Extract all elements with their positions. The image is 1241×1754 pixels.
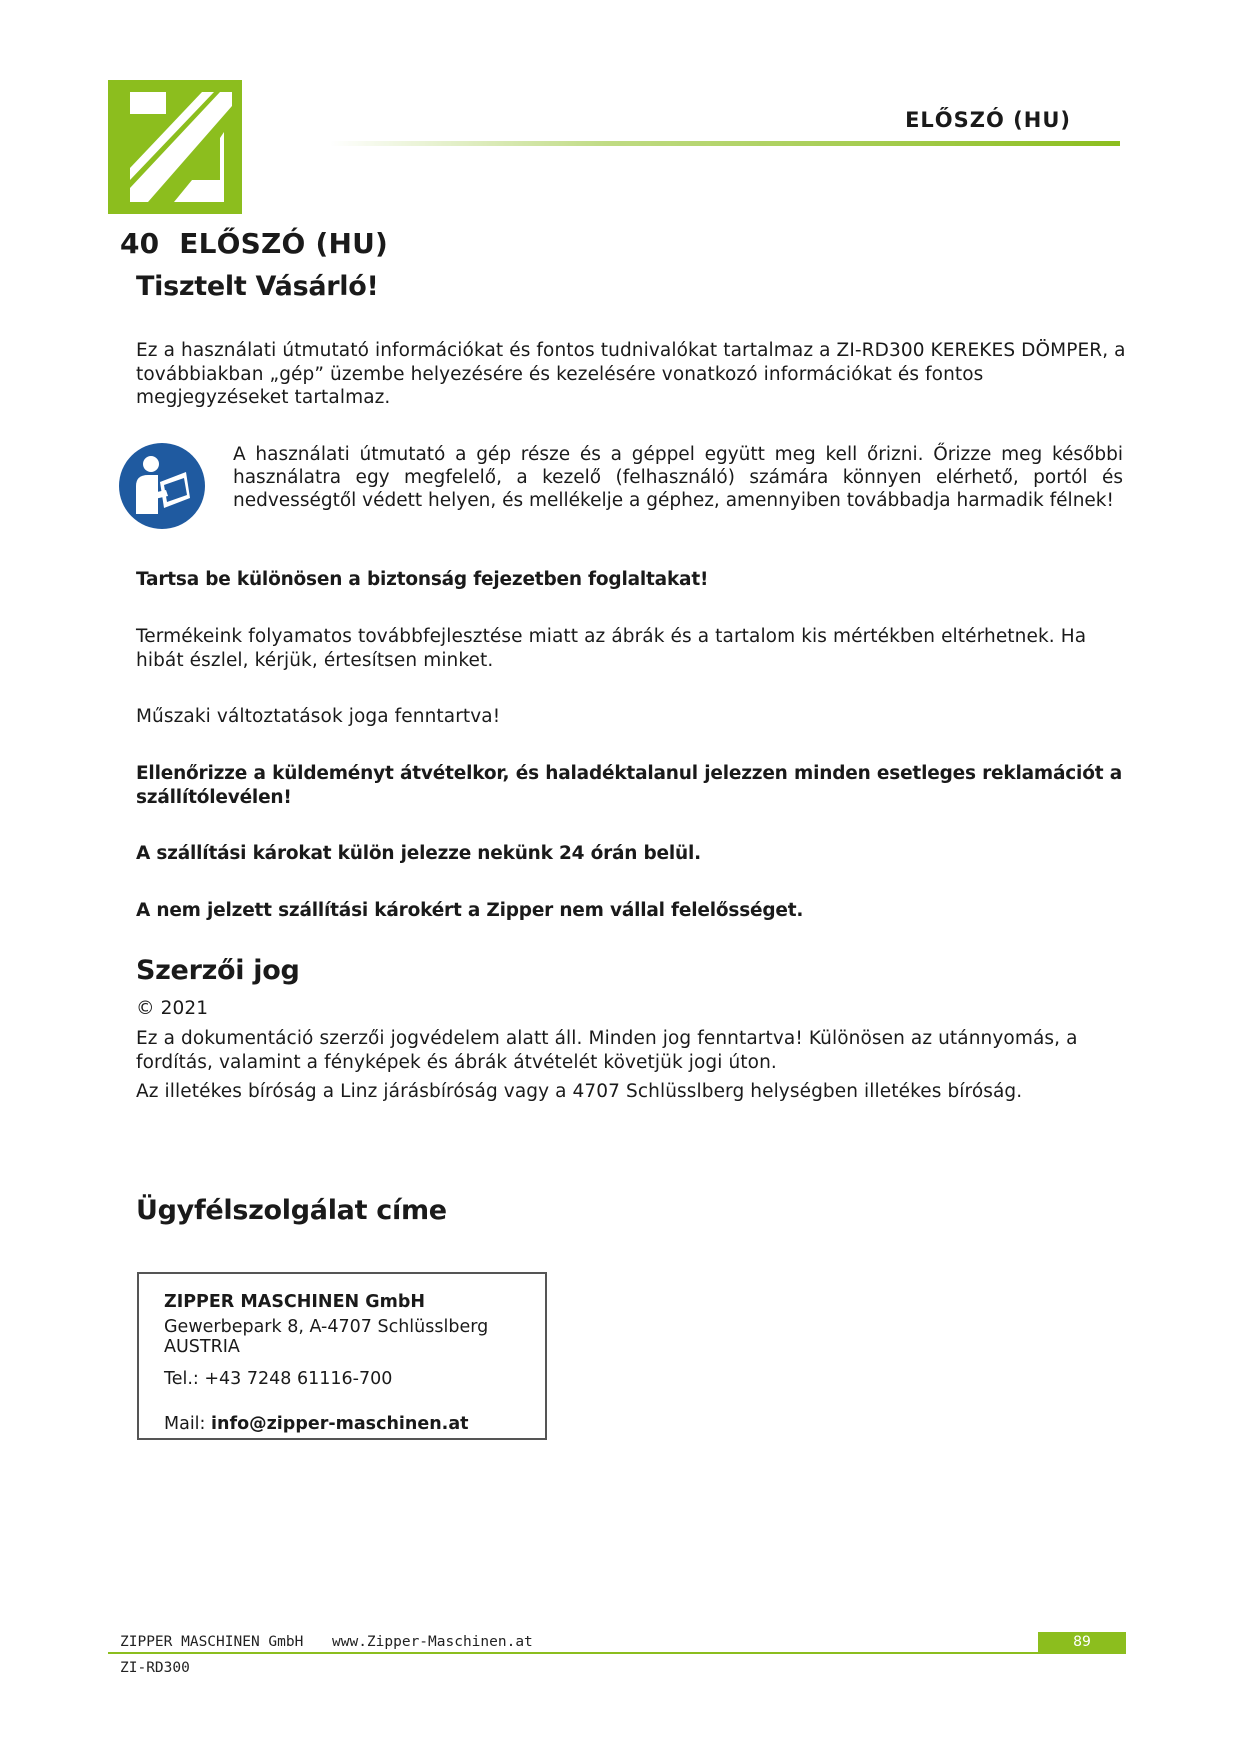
- contact-box: [137, 1272, 547, 1440]
- section-title: 40 ELŐSZÓ (HU): [120, 227, 389, 260]
- technical-changes-note: Műszaki változtatások joga fenntartva!: [136, 706, 501, 727]
- read-manual-icon: [118, 442, 206, 530]
- intro-paragraph: Ez a használati útmutató információkat és fontos tudnivalókat tartalmaz a ZI-RD300 KEREKES DÖMPER, a továbbiakban „gép” üzembe helyezésére és kezelésére vonatkozó információkat és fontos megjegyzéseket tartalmaz.: [136, 340, 1126, 408]
- page-number: 89: [1038, 1632, 1126, 1652]
- transport-damage-note: A szállítási károkat külön jelezze nekünk 24 órán belül.: [136, 843, 701, 864]
- footer-company: ZIPPER MASCHINEN GmbH: [120, 1634, 304, 1650]
- footer-divider: [108, 1652, 1126, 1654]
- contact-phone: Tel.: +43 7248 61116-700: [164, 1369, 393, 1389]
- development-note: Termékeink folyamatos továbbfejlesztése miatt az ábrák és a tartalom kis mértékben eltérhetnek. Ha hibát észlel, kérjük, értesítsen minket.: [136, 626, 1087, 671]
- contact-mail: [164, 1414, 469, 1434]
- court-text: Az illetékes bíróság a Linz járásbíróság vagy a 4707 Schlüsslberg helységben illetékes bíróság.: [136, 1081, 1023, 1102]
- contact-company: ZIPPER MASCHINEN GmbH: [164, 1292, 426, 1312]
- manual-note: A használati útmutató a gép része és a géppel együtt meg kell őrizni. Őrizze meg későbbi használatra egy megfelelő, a kezelő (felhasználó) számára könnyen elérhető, portól és nedvességtől védett helyen, és mellékelje a géphez, amennyiben továbbadja harmadik félnek!: [233, 444, 1123, 511]
- contact-mail-label: Mail:: [164, 1414, 212, 1434]
- header-divider: [330, 141, 1120, 146]
- footer-website[interactable]: www.Zipper-Maschinen.at: [332, 1634, 533, 1650]
- no-liability-note: A nem jelzett szállítási károkért a Zipper nem vállal felelősséget.: [136, 900, 804, 921]
- footer-model: ZI-RD300: [120, 1660, 190, 1676]
- check-shipment-note: Ellenőrizze a küldeményt átvételkor, és haladéktalanul jelezzen minden esetleges reklamációt a szállítólevélen!: [136, 763, 1122, 808]
- service-heading: Ügyfélszolgálat címe: [136, 1195, 447, 1226]
- contact-mail-link[interactable]: info@zipper-maschinen.at: [211, 1414, 469, 1434]
- zipper-z-logo-icon: [108, 80, 242, 214]
- header-title: ELŐSZÓ (HU): [905, 108, 1071, 132]
- contact-address-line2: AUSTRIA: [164, 1337, 240, 1357]
- copyright-year: © 2021: [136, 998, 209, 1019]
- contact-address: [164, 1317, 524, 1357]
- copyright-heading: Szerzői jog: [136, 955, 300, 986]
- contact-address-line1: Gewerbepark 8, A-4707 Schlüsslberg: [164, 1317, 489, 1337]
- safety-note: Tartsa be különösen a biztonság fejezetben foglaltakat!: [136, 569, 709, 590]
- copyright-text: Ez a dokumentáció szerzői jogvédelem alatt áll. Minden jog fenntartva! Különösen az utánnyomás, a fordítás, valamint a fényképek és ábrák átvételét követjük jogi úton.: [136, 1028, 1078, 1073]
- greeting-heading: Tisztelt Vásárló!: [136, 271, 379, 302]
